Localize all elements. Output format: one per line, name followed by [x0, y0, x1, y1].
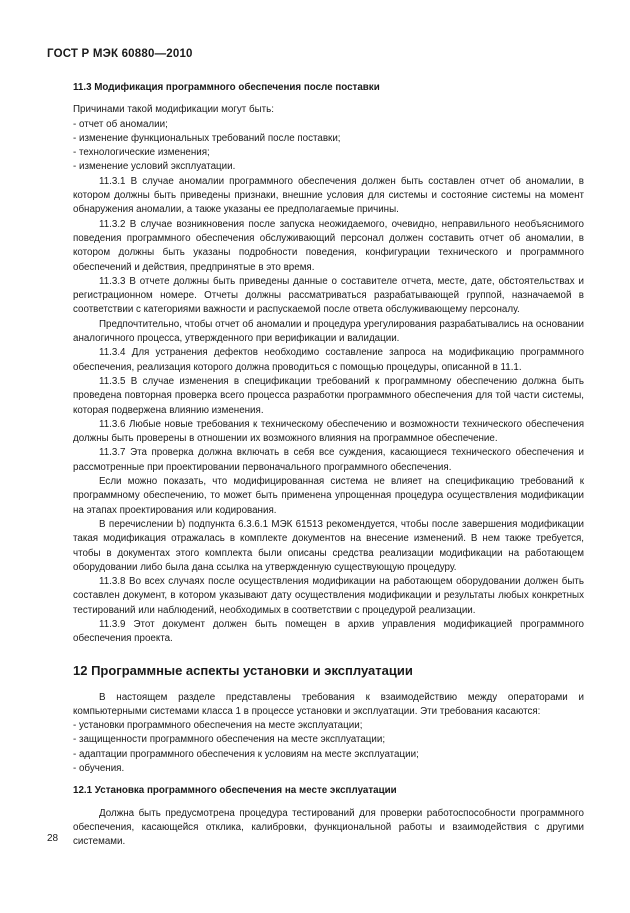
paragraph: Должна быть предусмотрена процедура тестирований для проверки работоспособности программного обеспечения, касающейся отклика, калибровки, функциональной работы и взаимодействия с другими системами. [73, 807, 584, 848]
paragraph: В перечислении b) подпункта 6.3.6.1 МЭК 61513 рекомендуется, чтобы после завершения модификации такая модификация отражалась в комплекте документов на внесение изменений. В нем также требуется, чтобы в документах этого комплекта были описаны средства реализации модификации на работающем оборудовании либо была дана ссылка на утвержденную существующую процедуру. [73, 518, 584, 573]
paragraph: В настоящем разделе представлены требования к взаимодействию между операторами и компьютерными системами класса 1 в процессе установки и эксплуатации. Эти требования касаются: [73, 691, 584, 717]
paragraph-11-3-1: 11.3.1 В случае аномалии программного обеспечения должен быть составлен отчет об аномалии, в котором должны быть приведены признаки, внешние условия для системы и состояние системы на момент обнаружения аномалии, а также указаны ее предполагаемые причины. [73, 175, 584, 216]
subsection-heading-12-1: 12.1 Установка программного обеспечения на месте эксплуатации [73, 785, 397, 797]
list-item: - отчет об аномалии; [73, 118, 168, 130]
paragraph-11-3-3: 11.3.3 В отчете должны быть приведены данные о составителе отчета, месте, дате, обстоятельствах и регистрационном номере. Отчеты должны рассматриваться разрабатывающей группой, назначаемой в соответствии с категориями важности и распускаемой после ответа обслуживающему персоналу. [73, 275, 584, 316]
paragraph-11-3-5: 11.3.5 В случае изменения в спецификации требований к программному обеспечению должна быть проведена повторная проверка всего процесса разработки программного обеспечения для той части системы, которая подвержена влиянию изменения. [73, 375, 584, 416]
paragraph-11-3-9: 11.3.9 Этот документ должен быть помещен в архив управления модификацией программного обеспечения проекта. [73, 618, 584, 645]
paragraph: Если можно показать, что модифицированная система не влияет на спецификацию требований к программному обеспечению, то может быть применена упрощенная процедура осуществления модификации на этапах проектирования или кодирования. [73, 476, 584, 516]
subsection-heading-11-3: 11.3 Модификация программного обеспечения после поставки [73, 82, 380, 93]
document-body [73, 81, 584, 850]
document-header: ГОСТ Р МЭК 60880—2010 [47, 48, 193, 60]
list-item: - технологические изменения; [73, 147, 210, 159]
page-number: 28 [47, 833, 59, 844]
list-item: - изменение функциональных требований после поставки; [73, 132, 341, 144]
list-item: - установки программного обеспечения на месте эксплуатации; [73, 720, 363, 732]
paragraph: Предпочтительно, чтобы отчет об аномалии и процедура урегулирования разрабатывались на основании аналогичного процесса, утвержденного при верификации и валидации. [73, 318, 584, 345]
list-item: - изменение условий эксплуатации. [73, 161, 236, 173]
section-heading-12: 12 Программные аспекты установки и эксплуатации [73, 662, 413, 678]
paragraph-11-3-8: 11.3.8 Во всех случаях после осуществления модификации на работающем оборудовании должен быть составлен документ, в котором указывают дату осуществления модификации и результаты любых конкретных тестирований или наблюдений, необходимых в соответствии с процедурой реализации. [73, 576, 584, 616]
paragraph-11-3-7: 11.3.7 Эта проверка должна включать в себя все суждения, касающиеся технического обеспечения и рассмотренные при проектировании первоначального программного обеспечения. [73, 447, 584, 473]
list-item: - защищенности программного обеспечения на месте эксплуатации; [73, 734, 386, 746]
paragraph-11-3-4: 11.3.4 Для устранения дефектов необходимо составление запроса на модификацию программного обеспечения, реализация которого должна проводиться с помощью процедуры, описанной в 11.1. [73, 347, 584, 373]
list-item: - обучения. [73, 763, 125, 775]
paragraph-11-3-6: 11.3.6 Любые новые требования к техническому обеспечению и возможности технического обеспечения должны быть проверены в отношении их возможного влияния на программное обеспечение. [73, 418, 584, 445]
list-item: - адаптации программного обеспечения к условиям на месте эксплуатации; [73, 748, 419, 760]
paragraph-11-3-2: 11.3.2 В случае возникновения после запуска неожидаемого, очевидно, неправильного необъяснимого поведения программного обеспечения обслуживающий персонал должен составить отчет об аномалии, в котором должны быть указаны подробности поведения, конфигурации технического и программного обеспечений и действия, предпринятые в это время. [73, 218, 584, 273]
paragraph: Причинами такой модификации могут быть: [73, 104, 274, 116]
